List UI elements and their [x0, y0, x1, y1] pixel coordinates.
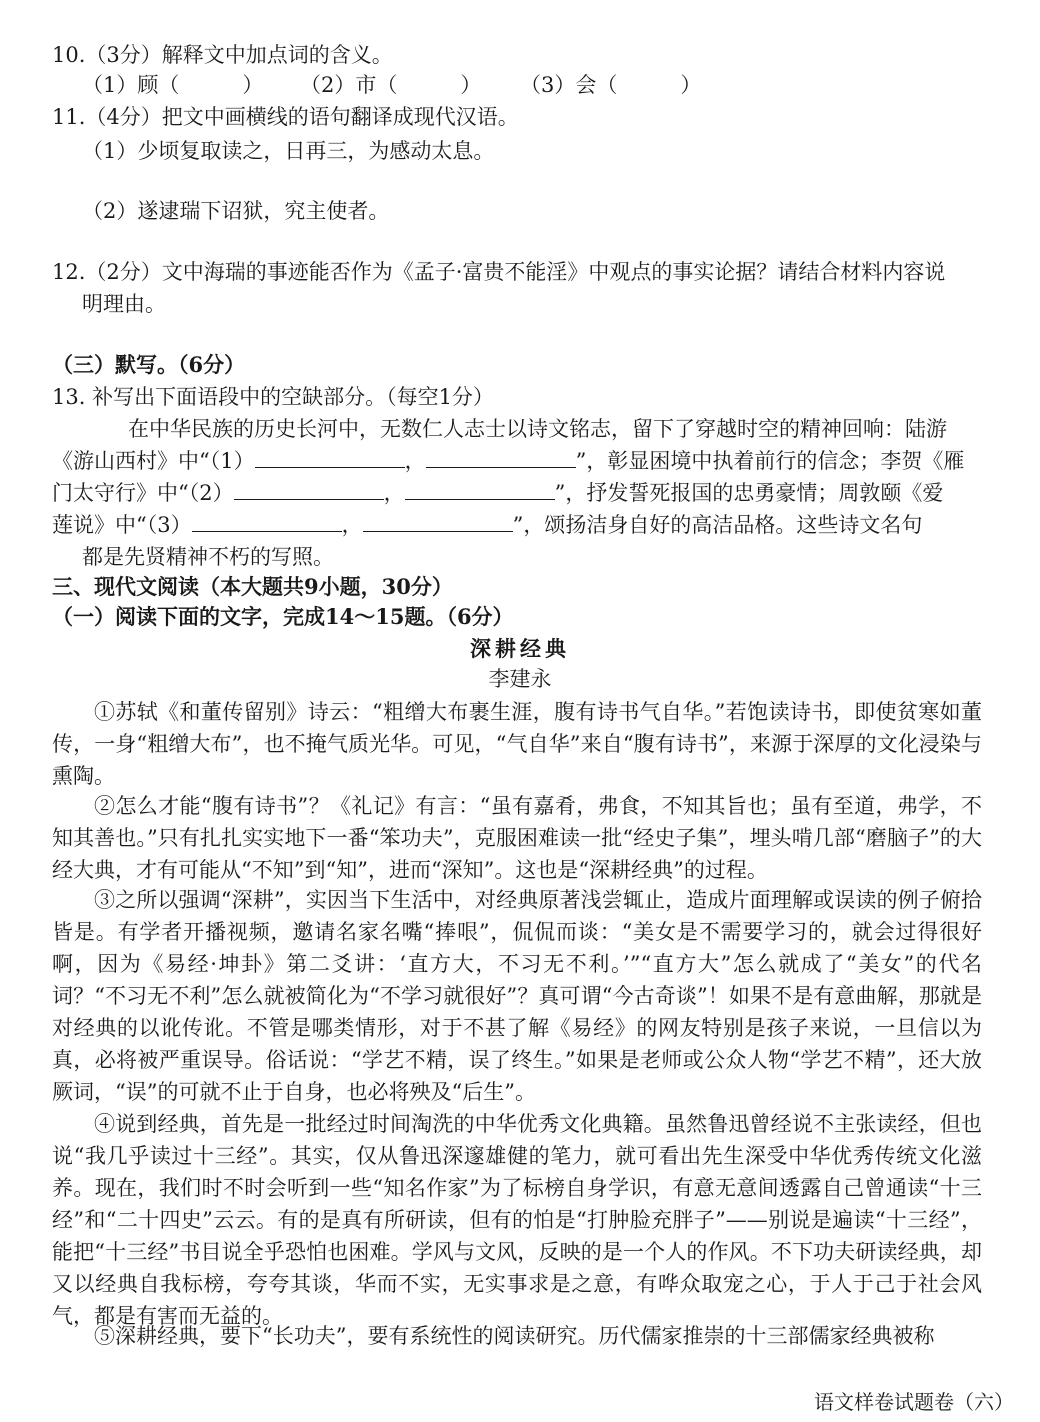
page-footer: 语文样卷试题卷（六） [814, 1390, 1014, 1414]
part-3-heading: 三、现代文阅读（本大题共9小题，30分） [52, 574, 453, 599]
blank-3a[interactable] [192, 513, 342, 532]
q10-item-3: （3）会（ ） [520, 73, 702, 97]
section-dictation-heading: （三）默写。（6分） [52, 352, 246, 377]
article-paragraph-2: ②怎么才能“腹有诗书”？《礼记》有言：“虽有嘉肴，弗食，不知其旨也；虽有至道，弗学，不知其善也。”只有扎扎实实地下一番“笨功夫”，克服困难读一批“经史子集”，埋头啃几部“磨脑子”的大经大典，才有可能从“不知”到“知”，进而“深知”。这也是“深耕经典”的过程。 [52, 794, 982, 882]
blank-2b[interactable] [405, 481, 555, 500]
question-11-title: 11.（4分）把文中画横线的语句翻译成现代汉语。 [52, 105, 519, 129]
article-paragraph-3: ③之所以强调“深耕”，实因当下生活中，对经典原著浅尝辄止，造成片面理解或误读的例子俯拾皆是。有学者开播视频，邀请名家名嘴“捧哏”，侃侃而谈：“美女是不需要学习的，就会过得很好啊，因为《易经·坤卦》第二爻讲：‘直方大，不习无不利。’”“直方大”怎么就成了“美女”的代名词？“不习无不利”怎么就被简化为“不学习就很好”？真可谓“今古奇谈”！如果不是有意曲解，那就是对经典的以讹传讹。不管是哪类情形，对于不甚了解《易经》的网友特别是孩子来说，一旦信以为真，必将被严重误导。俗话说：“学艺不精，误了终生。”如果是老师或公众人物“学艺不精”，还大放厥词，“误”的可就不止于自身，也必将殃及“后生”。 [52, 888, 982, 1104]
question-12-line-2: 明理由。 [82, 292, 166, 316]
q13-line-5: 都是先贤精神不朽的写照。 [82, 545, 334, 569]
q13-line-3: 门太守行》中“（2） ， ”，抒发誓死报国的忠勇豪情；周敦颐《爱 [52, 481, 944, 505]
blank-1a[interactable] [255, 449, 405, 468]
q10-item-1: （1）顾（ ） [82, 73, 264, 97]
question-13-title: 13. 补写出下面语段中的空缺部分。（每空1分） [52, 385, 494, 409]
q10-item-2: （2）市（ ） [300, 73, 482, 97]
q13-line-1: 在中华民族的历史长河中，无数仁人志士以诗文铭志，留下了穿越时空的精神回响：陆游 [128, 417, 947, 441]
part-3-subheading: （一）阅读下面的文字，完成14～15题。（6分） [52, 604, 514, 629]
blank-3b[interactable] [363, 513, 513, 532]
article-author: 李建永 [488, 667, 552, 691]
q13-line-2: 《游山西村》中“（1） ， ”，彰显困境中执着前行的信念；李贺《雁 [52, 449, 965, 473]
article-paragraph-5: ⑤深耕经典，要下“长功夫”，要有系统性的阅读研究。历代儒家推崇的十三部儒家经典被称 [94, 1324, 935, 1348]
q11-sentence-2: （2）遂逮瑞下诏狱，究主使者。 [82, 199, 390, 223]
q11-sentence-1: （1）少顷复取读之，日再三，为感动太息。 [82, 139, 495, 163]
blank-1b[interactable] [426, 449, 576, 468]
article-title: 深耕经典 [470, 636, 570, 661]
q13-line-4: 莲说》中“（3） ， ”，颂扬洁身自好的高洁品格。这些诗文名句 [52, 513, 923, 537]
article-paragraph-4: ④说到经典，首先是一批经过时间淘洗的中华优秀文化典籍。虽然鲁迅曾经说不主张读经，但也说“我几乎读过十三经”。其实，仅从鲁迅深邃雄健的笔力，就可看出先生深受中华优秀传统文化滋养。现在，我们时不时会听到一些“知名作家”为了标榜自身学识，有意无意间透露自己曾通读“十三经”和“二十四史”云云。有的是真有所研读，但有的怕是“打肿脸充胖子”——别说是遍读“十三经”，能把“十三经”书目说全乎恐怕也困难。学风与文风，反映的是一个人的作风。不下功夫研读经典，却又以经典自我标榜，夸夸其谈，华而不实，无实事求是之意，有哗众取宠之心，于人于己于社会风气，都是有害而无益的。 [52, 1112, 982, 1328]
article-paragraph-1: ①苏轼《和董传留别》诗云：“粗缯大布裹生涯，腹有诗书气自华。”若饱读诗书，即使贫寒如董传，一身“粗缯大布”，也不掩气质光华。可见，“气自华”来自“腹有诗书”，来源于深厚的文化浸染与熏陶。 [52, 700, 982, 788]
question-12-line-1: 12.（2分）文中海瑞的事迹能否作为《孟子·富贵不能淫》中观点的事实论据？请结合材料内容说 [52, 260, 946, 284]
question-10-title: 10.（3分）解释文中加点词的含义。 [52, 43, 393, 67]
blank-2a[interactable] [234, 481, 384, 500]
